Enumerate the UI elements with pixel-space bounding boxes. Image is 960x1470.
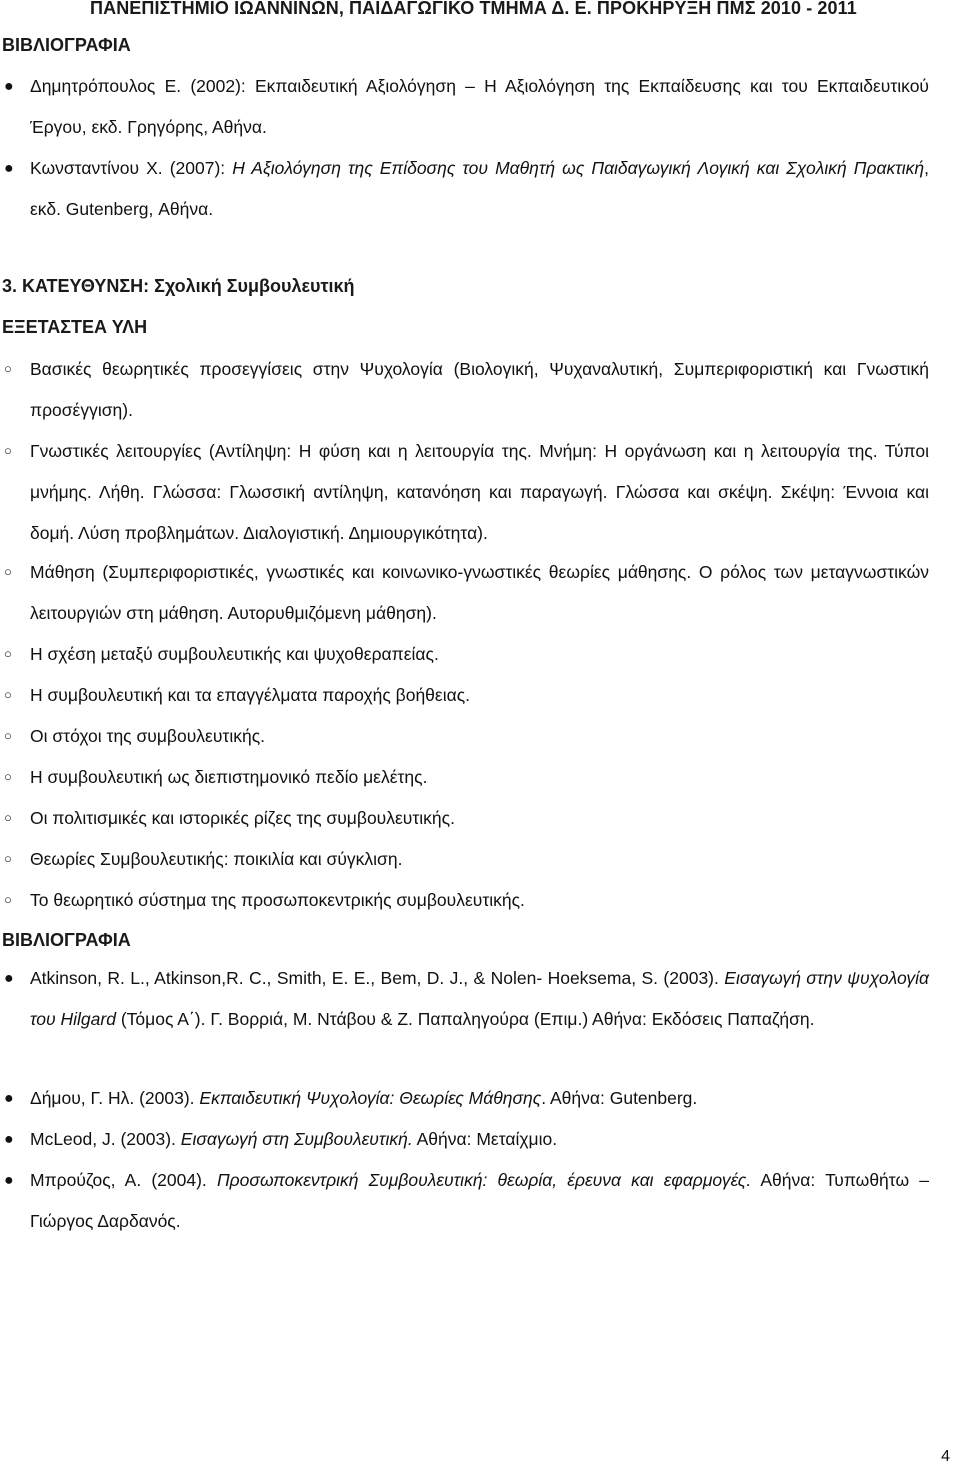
- syllabus-item: [4, 757, 929, 798]
- biblio2-item-title: Εκπαιδευτική Ψυχολογία: Θεωρίες Μάθησης: [199, 1088, 542, 1108]
- syllabus-item: [4, 839, 929, 880]
- syllabus-item: [4, 349, 929, 431]
- syllabus-item: [4, 675, 929, 716]
- hollow-bullet-icon: ○: [4, 810, 12, 825]
- syllabus-item-text: Γνωστικές λειτουργίες (Αντίληψη: Η φύση και η λειτουργία της. Μνήμη: Η οργάνωση και η λειτουργία της. Τύποι μνήμης. Λήθη. Γλώσσα: Γλωσσική αντίληψη, κατανόηση και παραγωγή. Γλώσσα και σκέψη. Σκέψη: Έννοια και δομή. Λύση προβλημάτων. Διαλογιστική. Δημιουργικότητα).: [30, 441, 929, 543]
- page-number: 4: [941, 1448, 950, 1465]
- biblio2-item-text: Αθήνα: Τυπωθήτω – Γιώργος Δαρδανός.: [30, 1170, 929, 1231]
- bullet-icon: ●: [4, 160, 14, 177]
- syllabus-item: [4, 634, 929, 675]
- hollow-bullet-icon: ○: [4, 361, 12, 376]
- syllabus-item-text: Οι στόχοι της συμβουλευτικής.: [30, 726, 266, 746]
- hollow-bullet-icon: ○: [4, 443, 12, 458]
- biblio1-item-text: Κωνσταντίνου Χ. (2007):: [30, 158, 233, 178]
- syllabus-item-text: Θεωρίες Συμβουλευτικής: ποικιλία και σύγκλιση.: [30, 849, 403, 869]
- biblio2-item-0: [4, 958, 929, 1040]
- hollow-bullet-icon: ○: [4, 646, 12, 661]
- bullet-icon: ●: [4, 1131, 14, 1148]
- syllabus-item-text: Η σχέση μεταξύ συμβουλευτικής και ψυχοθεραπείας.: [30, 644, 439, 664]
- syllabus-item-text: Το θεωρητικό σύστημα της προσωποκεντρικής συμβουλευτικής.: [30, 890, 525, 910]
- biblio2-item-text: Δήμου, Γ. Ηλ. (2003).: [30, 1088, 200, 1108]
- section-3-subtitle: ΕΞΕΤΑΣΤΕΑ ΥΛΗ: [2, 317, 148, 337]
- bibliography-heading-2: ΒΙΒΛΙΟΓΡΑΦΙΑ: [2, 930, 131, 950]
- hollow-bullet-icon: ○: [4, 728, 12, 743]
- bullet-icon: ●: [4, 78, 14, 95]
- syllabus-item: [4, 716, 929, 757]
- hollow-bullet-icon: ○: [4, 892, 12, 907]
- syllabus-item: [4, 798, 929, 839]
- hollow-bullet-icon: ○: [4, 687, 12, 702]
- biblio1-item-text: , εκδ. Gutenberg, Αθήνα.: [30, 158, 929, 219]
- bibliography-heading-1: ΒΙΒΛΙΟΓΡΑΦΙΑ: [2, 35, 131, 55]
- biblio2-item-title: Εισαγωγή στην ψυχολογία του Hilgard: [30, 968, 930, 1029]
- hollow-bullet-icon: ○: [4, 769, 12, 784]
- syllabus-item: [4, 431, 929, 554]
- section-3-title: 3. ΚΑΤΕΥΘΥΝΣΗ: Σχολική Συμβουλευτική: [2, 276, 355, 296]
- biblio1-item-title: Η Αξιολόγηση της Επίδοσης του Μαθητή ως Παιδαγωγική Λογική και Σχολική Πρακτική: [232, 158, 925, 178]
- page-header: ΠΑΝΕΠΙΣΤΗΜΙΟ ΙΩΑΝΝΙΝΩΝ, ΠΑΙΔΑΓΩΓΙΚΟ ΤΜΗΜΑ Δ. Ε. ΠΡΟΚΗΡΥΞΗ ΠΜΣ 2010 - 2011: [90, 0, 857, 18]
- biblio2-item-text: Atkinson, R. L., Atkinson,R. C., Smith, E. E., Bem, D. J., & Nolen- Hoeksema, S. (2003).: [30, 968, 725, 988]
- biblio2-item-title: Προσωποκεντρική Συμβουλευτική: θεωρία, έρευνα και εφαρμογές.: [216, 1170, 752, 1190]
- bullet-icon: ●: [4, 1090, 14, 1107]
- syllabus-item-text: Οι πολιτισμικές και ιστορικές ρίζες της συμβουλευτικής.: [30, 808, 455, 828]
- bullet-icon: ●: [4, 970, 14, 987]
- biblio1-item-text: Δημητρόπουλος Ε. (2002): Εκπαιδευτική Αξιολόγηση – Η Αξιολόγηση της Εκπαίδευσης και του Εκπαιδευτικού Έργου, εκδ. Γρηγόρης, Αθήνα.: [30, 76, 929, 137]
- biblio2-item-title: Εισαγωγή στη Συμβουλευτική.: [180, 1129, 413, 1149]
- biblio2-item-text: Μπρούζος, Α. (2004).: [30, 1170, 217, 1190]
- biblio1-item-0: [4, 66, 929, 148]
- syllabus-item-text: Μάθηση (Συμπεριφοριστικές, γνωστικές και κοινωνικο-γνωστικές θεωρίες μάθησης. Ο ρόλος των μεταγνωστικών λειτουργιών στη μάθηση. Αυτορυθμιζόμενη μάθηση).: [30, 562, 929, 623]
- syllabus-item-text: Η συμβουλευτική και τα επαγγέλματα παροχής βοήθειας.: [30, 685, 471, 705]
- biblio2-item-text: . Αθήνα: Gutenberg.: [541, 1088, 698, 1108]
- biblio2-item-1: [4, 1078, 929, 1119]
- biblio2-item-3: [4, 1160, 929, 1242]
- biblio2-item-text: Αθήνα: Μεταίχμιο.: [412, 1129, 558, 1149]
- hollow-bullet-icon: ○: [4, 851, 12, 866]
- biblio2-item-2: [4, 1119, 929, 1160]
- syllabus-item-text: Βασικές θεωρητικές προσεγγίσεις στην Ψυχολογία (Βιολογική, Ψυχαναλυτική, Συμπεριφοριστική και Γνωστική προσέγγιση).: [30, 359, 929, 420]
- syllabus-item: [4, 552, 929, 634]
- syllabus-item-text: Η συμβουλευτική ως διεπιστημονικό πεδίο μελέτης.: [30, 767, 428, 787]
- syllabus-item: [4, 880, 929, 921]
- hollow-bullet-icon: ○: [4, 564, 12, 579]
- biblio2-item-text: McLeod, J. (2003).: [30, 1129, 181, 1149]
- biblio2-item-text: (Τόμος Α΄). Γ. Βορριά, Μ. Ντάβου & Ζ. Παπαληγούρα (Επιμ.) Αθήνα: Εκδόσεις Παπαζήση.: [115, 1009, 815, 1029]
- bullet-icon: ●: [4, 1172, 14, 1189]
- biblio1-item-1: [4, 148, 929, 230]
